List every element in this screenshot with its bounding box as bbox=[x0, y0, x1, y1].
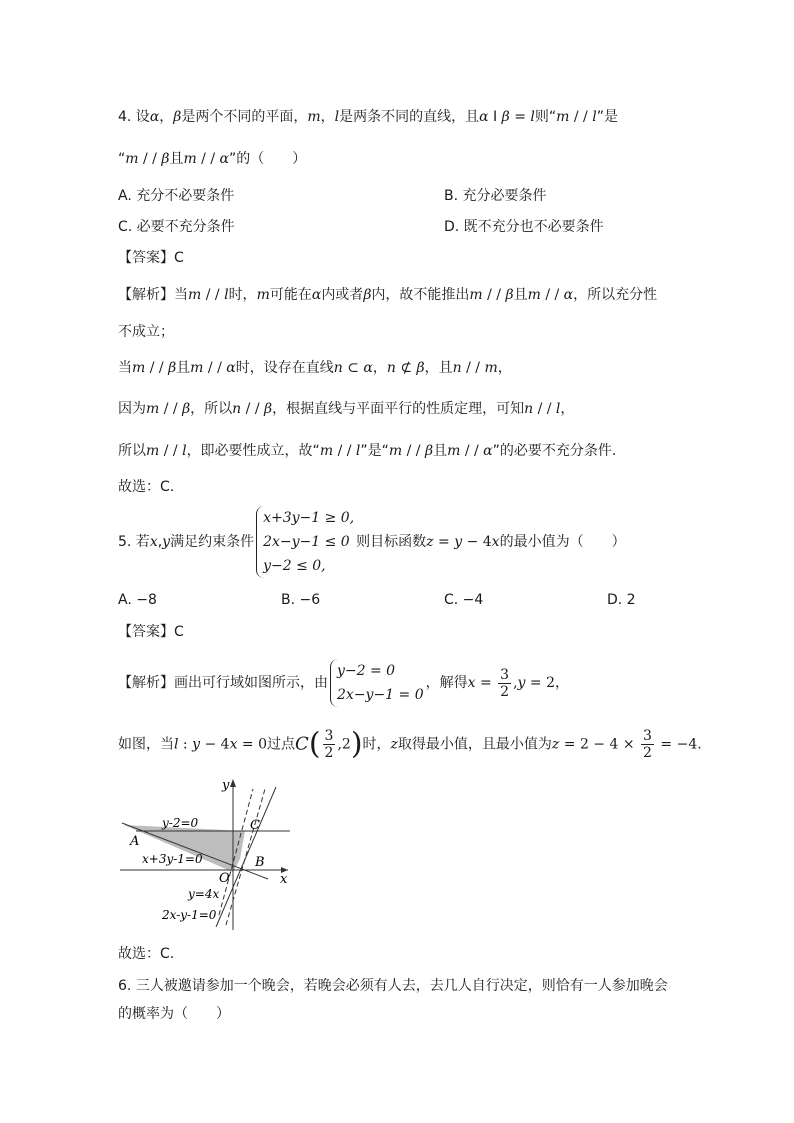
q4-analysis-line1: 【解析】当m / / l时，m可能在α内或者β内，故不能推出m / / β且m / / α，所以充分性 bbox=[118, 287, 658, 303]
q4-option-a: A. 充分不必要条件 bbox=[118, 188, 235, 204]
q5-constraint-system: x+3y−1 ≥ 0, 2x−y−1 ≤ 0 y−2 ≤ 0, bbox=[256, 506, 354, 578]
graph-label-A: A bbox=[130, 834, 140, 849]
q5-option-a: A. −8 bbox=[118, 592, 157, 608]
graph-label-l2: y=4x bbox=[188, 887, 220, 901]
graph-label-O: O bbox=[219, 871, 230, 886]
q4-analysis-line2: 不成立； bbox=[118, 324, 174, 340]
q5-conclusion: 故选：C. bbox=[118, 946, 175, 962]
y-axis-arrow-icon bbox=[230, 779, 236, 787]
q5-option-d: D. 2 bbox=[607, 592, 636, 608]
graph-label-x-axis: x bbox=[280, 872, 288, 887]
q5-solve-system: y−2 = 0 2x−y−1 = 0 bbox=[330, 659, 424, 707]
q5-analysis-line1: 【解析】画出可行域如图所示，由 y−2 = 0 2x−y−1 = 0 ，解得x = $\frac{3}{2}$ ,y = 2， bbox=[118, 659, 569, 707]
feasible-region-graph bbox=[118, 775, 298, 935]
q6-stem-line1: 6. 三人被邀请参加一个晚会，若晚会必须有人去，去几人自行决定，则恰有一人参加晚会 bbox=[118, 978, 668, 994]
q4-analysis-line3: 当m / / β且m / / α时，设存在直线n ⊂ α，n ⊄ β，且n / / m， bbox=[118, 360, 512, 376]
q4-option-c: C. 必要不充分条件 bbox=[118, 219, 235, 235]
q4-analysis-line5: 所以m / / l，即必要性成立，故“m / / l”是“m / / β且m / / α”的必要不充分条件. bbox=[118, 443, 617, 459]
q5-stem: 5. 若x,y满足约束条件 x+3y−1 ≥ 0, 2x−y−1 ≤ 0 y−2 ≤ 0, 则目标函数z = y − 4x的最小值为（ ） bbox=[118, 506, 626, 578]
graph-label-l1: x+3y-1=0 bbox=[142, 852, 203, 866]
graph-label-C: C bbox=[250, 818, 260, 833]
q4-option-b: B. 充分必要条件 bbox=[444, 188, 547, 204]
graph-label-y2: y-2=0 bbox=[162, 816, 199, 830]
q5-analysis-line2: 如图，当l : y − 4x = 0过点C( $\frac{3}{2}$ ,2)时，z取得最小值，且最小值为z = 2 − 4 × $\frac{3}{2}$ = −4. bbox=[118, 726, 702, 762]
q4-answer: 【答案】C bbox=[118, 250, 184, 266]
graph-label-B: B bbox=[255, 855, 265, 870]
graph-label-y-axis: y bbox=[222, 778, 230, 793]
q6-stem-line2: 的概率为（ ） bbox=[118, 1006, 230, 1022]
q5-option-b: B. −6 bbox=[281, 592, 321, 608]
q5-option-c: C. −4 bbox=[444, 592, 484, 608]
q4-stem-line2: “m / / β且m / / α”的（ ） bbox=[118, 151, 307, 167]
q4-analysis-line4: 因为m / / β，所以n / / β，根据直线与平面平行的性质定理，可知n / / l， bbox=[118, 401, 575, 417]
q4-option-d: D. 既不充分也不必要条件 bbox=[444, 219, 604, 235]
q4-conclusion: 故选：C. bbox=[118, 479, 175, 495]
q5-answer: 【答案】C bbox=[118, 624, 184, 640]
q4-stem-line1: 4. 设α，β是两个不同的平面，m，l是两条不同的直线，且α I β = l则“m / / l”是 bbox=[118, 109, 618, 125]
graph-label-l3: 2x-y-1=0 bbox=[162, 908, 217, 922]
